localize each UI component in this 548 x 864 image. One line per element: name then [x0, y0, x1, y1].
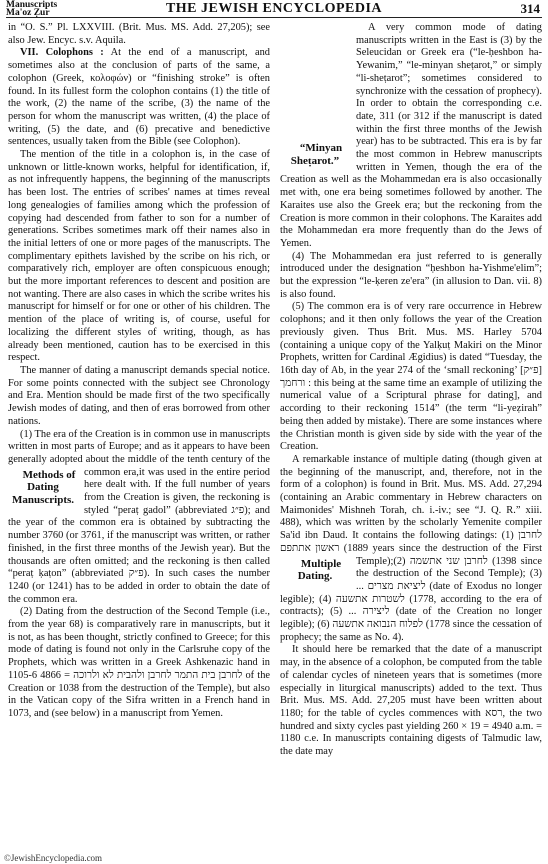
running-head-line2: Ma'oz Ẓur: [6, 8, 50, 18]
running-head-line1: Manuscripts: [6, 0, 58, 10]
paragraph: The mention of the title in a colophon is, in the case of unknown or little-known works, helpful for identification, if, as not infrequently happens, the beginning of the manuscripts has been lost. The entries of scribes' names at times reveal long genealogies of families among which the profession of copying had descended from father to son for a number of generations. Scribes sometimes mark off their names also in the initial letters of one or more pages of the manuscripts. The complimentary epithets lavished by the scribe on his rich, or comparatively rich, employer are often conspicuous enough; but the more important references to descent and position are not wanting. There are also cases in which the scribe writes his manuscript for himself or for one or other of his children. The mention of the place of writing is, of course, useful for localizing the different styles of writing, though, as has already been mentioned, caution has to be exercised in this respect.: [8, 149, 270, 364]
page-header: [0, 0, 548, 18]
sidenote: Methods of Dating Manuscripts.: [11, 468, 76, 507]
paragraph-text: At the end of a manuscript, and sometimes also at the conclusion of parts of the same, a colophon (Greek, κολοφών) or “finishing stroke” is often found. In its fullest form the colophon contains (1) the title of the work, (2) the name of the scribe, (3) the name of the person for whom the manuscript was written, (4) the place of writing, (5) the date, and (6) precative and benedictive sentences, usually taken from the Bible (see Colophon).: [8, 47, 271, 148]
paragraph: It should here be remarked that the date of a manuscript may, in the absence of a colophon, be computed from the table of calendar cycles of nineteen years that is sometimes (more especially in liturgical manuscripts) added to the text. Thus Brit. Mus. MS. Add. 27,205 must have been written about 1180; for the table of cycles commences with רסא, the two hundred and sixty cycles past yielding 260 × 19 = 4940 a.m. = 1180 c.e. In manuscripts containing digests of Talmudic law, the date may: [280, 644, 543, 758]
paragraph-text: A remarkable instance of multiple dating (though given at the beginning of the manuscript, and, therefore, not in the form of a colophon) is found in Brit. Mus. MS. Add. 27,294 (containing an Arabic commentary in Hebrew characters on Maimonides' Mishneh Torah, ch. i.-iv.; see “J. Q. R.” xiii. 488), which was written by the scholarly Yemenite compiler Sa'id ibn Daud. It contains the following datings: (1) לחרבן ראשון אתתפם (1889 years since the destruction of the First Temple);: [280, 453, 542, 567]
paragraph-text: (1) The era of the Creation is in common use in manuscripts written in most parts of Europe; and as it appears to have been generally adopted about the middle of the tenth century of the common era,: [8, 428, 270, 478]
paragraph-text: (2) לחרבן שני אתשמה (1398 since the destruction of the Second Temple); (3) ... ליציאת מצרים (date of Exodus no longer legible); (4) לשטרות אתשעה (1778, according to the era of contracts); (5) ... ליצירה (date of the Creation no longer legible); (6) לפלוח הנבואה אתשעה (1778 since the cessation of prophecy; the same as No. 4).: [280, 555, 543, 643]
paragraph: [280, 22, 542, 251]
paragraph: [280, 454, 542, 645]
paragraph-text: it was used in the entire period here dealt with. If the full number of years from the Creation is given, the reckoning is styled “peraṭ gadol” (abbreviated פ״ג); and the year of the common era is obtained by subtracting the number 3760 (or 3761, if the manuscript was written, or rather finished, in the first three months of the Jewish year). But the thousands are often omitted; and the reckoning is then called “peraṭ ḳaṭon” (abbreviated פ״ק). In such cases the number 1240 (or 1241) has to be added in order to obtain the date of the common era.: [8, 466, 270, 605]
left-column: [8, 22, 270, 721]
paragraph: (4) The Mohammedan era just referred to is generally introduced under the designation “ḥeshbon ha-Yishme'elim”; but the expression “le-ḳeren ze'era” (in allusion to Dan. vii. 8) is also found.: [280, 250, 542, 300]
paragraph: (5) The common era is of very rare occurrence in Hebrew colophons; and it then only follows the year of the Creation previously given. Thus Brit. Mus. MS. Harley 5704 (containing a unique copy of the Yalḳuṭ Makiri on the Minor Prophets, written for Cardinal Ægidius) is dated “Tuesday, the 16th day of Ab, in the year 274 of the ‘small reckoning’ [פ״ק] ורחמך : this being at the same time an example of utilizing the numerical value of a Scriptural phrase for dating], and according to their reckoning 1514” (the term “li-yeẓirah” being then added by mistake). There are some instances where the Christian month is given side by side with the year of the Creation.: [280, 301, 542, 453]
sidenote: “Minyan Sheṭarot.”: [290, 142, 343, 167]
page-title: THE JEWISH ENCYCLOPEDIA: [165, 1, 383, 16]
paragraph-text: A very common mode of dating manuscripts written in the East is (3) by the Seleucidan or Greek era (“le-ḥeshbon ha-Yewanim,” “le-minyan sheṭarot,” or simply “li-sheṭarot”; sometimes considered to synchronize with the cessation of prophecy). In order to obtain the corresponding c.e. date, 311 (or 312 if the manuscript is dated within the first three months of the Jewish year) has to be subtracted. This era is by far the most common in Hebrew manuscripts written in Yemen, though the era of the Creation as well as the Mohammedan era is also occasionally met with, one era being sometimes followed by another. The Karaites use also the Greek era; but the reckoning from the Creation is more common in their colophons. The Karaites add the Mohammedan era more frequently than do the Jews of Yemen.: [280, 22, 542, 249]
paragraph: The manner of dating a manuscript demands special notice. For some points connected with the subject see Chronology and Era. Mention should be made first of the two specifically Jewish modes of dating, and then of eras borrowed from other nations.: [8, 364, 270, 427]
paragraph: in “O. S.” Pl. LXXVIII. (Brit. Mus. MS. Add. 27,205); see also Jew. Encyc. s.v. Aquila.: [8, 22, 270, 46]
section-heading: VII. Colophons :: [20, 47, 104, 59]
footer-credit: ©JewishEncyclopedia.com: [4, 853, 103, 863]
paragraph: [8, 429, 270, 607]
sidenote: Multiple Dating.: [297, 557, 342, 583]
header-rule: [6, 17, 542, 18]
page-number: 314: [520, 1, 540, 16]
paragraph: [8, 47, 270, 149]
right-column: [280, 22, 542, 759]
paragraph: (2) Dating from the destruction of the Second Temple (i.e., from the year 68) is comparatively rare in manuscripts, but it is not, as has been thought, strictly confined to Greece; for this mode of dating is found not only in the Carlsruhe copy of the Prophets, which was written in a Greek Ashkenazic hand in 1105-6 לחרבן בית התמר לחרבן ולהבית לא ולרוכה = 4866 of the Creation or 1038 from the destruction of the Temple), but also in the Vatican copy of the Sifra written in a French hand in 1073, and (see below) in a manuscript from Yemen.: [8, 606, 270, 719]
